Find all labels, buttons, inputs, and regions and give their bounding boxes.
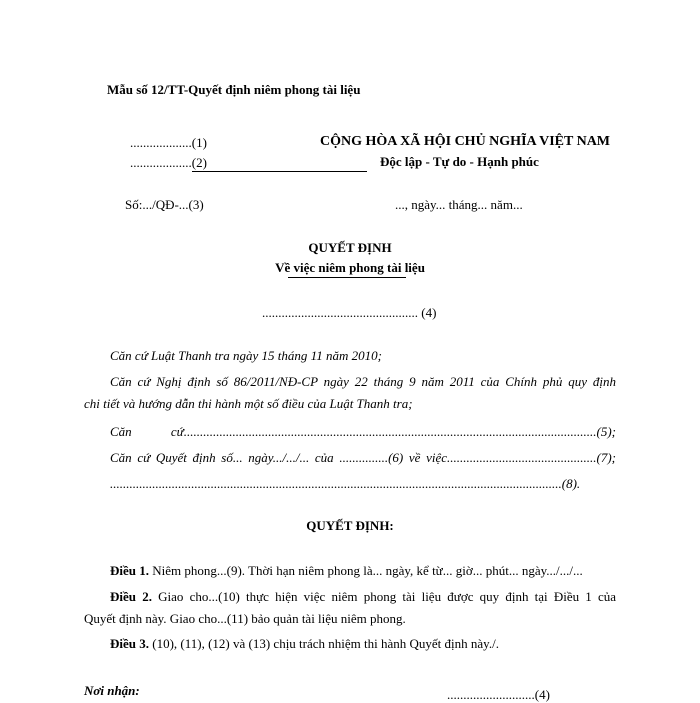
agency-line-2: ...................(2): [130, 155, 207, 170]
subject-underline: [288, 277, 406, 278]
decision-title: QUYẾT ĐỊNH: [308, 240, 392, 255]
country-name: CỘNG HÒA XÃ HỘI CHỦ NGHĨA VIỆT NAM: [320, 134, 611, 149]
place-date: ..., ngày... tháng... năm...: [395, 197, 523, 212]
decides-heading: QUYẾT ĐỊNH:: [306, 518, 394, 533]
basis-law: Căn cứ Luật Thanh tra ngày 15 tháng 11 năm 2010;: [110, 348, 382, 363]
header-underline-left: [192, 171, 367, 172]
basis-decision: Căn cứ Quyết định số... ngày.../.../... của ...............(6) về việc..............................................(7);: [110, 450, 616, 465]
article-2-label: Điều 2.: [110, 589, 152, 604]
agency-line-1: ...................(1): [130, 135, 207, 150]
decision-subject: Về việc niêm phong tài liệu: [275, 260, 425, 275]
basis-decree-line-1: Căn cứ Nghị định số 86/2011/NĐ-CP ngày 22 tháng 9 năm 2011 của Chính phủ quy định: [110, 374, 616, 389]
article-3: [110, 636, 499, 652]
article-1-label: Điều 1.: [110, 563, 149, 578]
signer-placeholder: ...........................(4): [447, 687, 550, 702]
article-3-label: Điều 3.: [110, 636, 149, 651]
document-number: Số:.../QĐ-...(3): [125, 197, 204, 212]
recipients-label: Nơi nhận:: [84, 683, 140, 698]
motto: Độc lập - Tự do - Hạnh phúc: [380, 154, 539, 169]
basis-other: Căn cứ...............................................................................................................................(5);: [110, 424, 616, 439]
article-2-continued: Quyết định này. Giao cho...(11) bảo quản tài liệu niêm phong.: [84, 611, 406, 626]
form-title: Mẫu số 12/TT-Quyết định niêm phong tài liệu: [107, 82, 361, 97]
issuing-authority: ................................................ (4): [262, 305, 437, 320]
basis-decree-line-2: chi tiết và hướng dẫn thi hành một số điều của Luật Thanh tra;: [84, 396, 413, 411]
basis-proposal: ...........................................................................................................................................(8).: [110, 476, 581, 491]
article-2: [110, 589, 616, 605]
article-2-text: Giao cho...(10) thực hiện việc niêm phong tài liệu được quy định tại Điều 1 của: [158, 589, 617, 604]
article-1: [110, 563, 583, 579]
article-1-text: Niêm phong...(9). Thời hạn niêm phong là... ngày, kể từ... giờ... phút... ngày.../.../...: [152, 563, 583, 578]
article-3-text: (10), (11), (12) và (13) chịu trách nhiệm thi hành Quyết định này./.: [152, 636, 499, 651]
